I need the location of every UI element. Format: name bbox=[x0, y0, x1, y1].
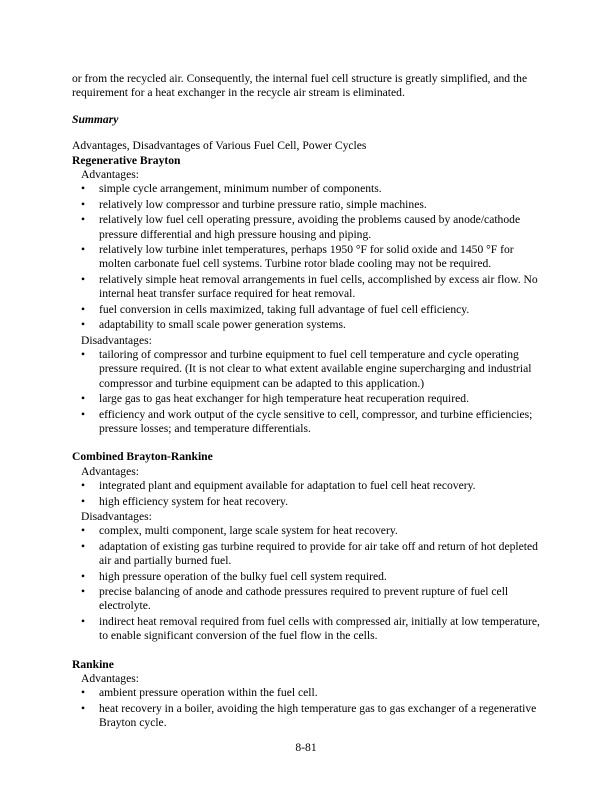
advantages-list bbox=[72, 686, 542, 730]
disadvantages-list bbox=[72, 348, 542, 436]
intro-paragraph: or from the recycled air. Consequently, the internal fuel cell structure is greatly simplified, and the requirement for a heat exchanger in the recycle air stream is eliminated. bbox=[72, 72, 528, 100]
section-combined-brayton-rankine bbox=[72, 450, 542, 643]
list-item: • tailoring of compressor and turbine equipment to fuel cell temperature and cycle operating pressure required. (It is not clear to what extent available engine supercharging and industrial compressor and turbine equipment can be adapted to this application.) bbox=[81, 347, 532, 390]
bullet-icon: • bbox=[81, 539, 86, 553]
section-title: Rankine bbox=[72, 657, 114, 671]
list-item: • adaptability to small scale power generation systems. bbox=[81, 318, 346, 332]
bullet-icon: • bbox=[81, 569, 86, 583]
disadvantages-label: Disadvantages: bbox=[81, 333, 152, 347]
list-item: • complex, multi component, large scale system for heat recovery. bbox=[81, 524, 398, 538]
list-item: • heat recovery in a boiler, avoiding the high temperature gas to gas exchanger of a regenerative Brayton cycle. bbox=[81, 701, 537, 730]
section-title: Combined Brayton-Rankine bbox=[72, 450, 213, 464]
list-item: • relatively low compressor and turbine pressure ratio, simple machines. bbox=[81, 197, 427, 211]
list-item: • adaptation of existing gas turbine required to provide for air take off and return of hot depleted air and partially burned fuel. bbox=[81, 539, 538, 568]
list-item: • relatively low turbine inlet temperatures, perhaps 1950 °F for solid oxide and 1450 °F for molten carbonate fuel cell systems. Turbine rotor blade cooling may not be required. bbox=[81, 243, 514, 271]
list-item: • large gas to gas heat exchanger for high temperature heat recuperation required. bbox=[81, 392, 469, 406]
bullet-icon: • bbox=[81, 392, 86, 406]
bullet-icon: • bbox=[81, 614, 86, 628]
disadvantages-list bbox=[72, 524, 542, 643]
bullet-icon: • bbox=[81, 701, 86, 715]
disadvantages-label: Disadvantages: bbox=[81, 509, 152, 523]
section-regenerative-brayton bbox=[72, 154, 542, 437]
list-item: • efficiency and work output of the cycle sensitive to cell, compressor, and turbine efficiencies; pressure losses; and temperature differentials. bbox=[81, 407, 533, 435]
bullet-icon: • bbox=[81, 407, 86, 421]
bullet-icon: • bbox=[81, 272, 86, 286]
list-item: • relatively low fuel cell operating pressure, avoiding the problems caused by anode/cathode pressure differential and high pressure housing and piping. bbox=[81, 213, 521, 241]
list-item: • fuel conversion in cells maximized, taking full advantage of fuel cell efficiency. bbox=[81, 302, 470, 316]
list-item: • high efficiency system for heat recovery. bbox=[81, 494, 288, 508]
list-item: • relatively simple heat removal arrangements in fuel cells, accomplished by excess air flow. No internal heat transfer surface required for heat removal. bbox=[81, 272, 538, 301]
list-item: • simple cycle arrangement, minimum number of components. bbox=[81, 182, 382, 196]
advantages-label: Advantages: bbox=[81, 464, 139, 478]
list-item: • indirect heat removal required from fuel cells with compressed air, initially at low temperature, to enable significant conversion of the fuel flow in the cells. bbox=[81, 614, 540, 643]
bullet-icon: • bbox=[81, 182, 86, 196]
page-number: 8-81 bbox=[295, 741, 317, 754]
section-rankine bbox=[72, 658, 542, 731]
list-item: • integrated plant and equipment available for adaptation to fuel cell heat recovery. bbox=[81, 479, 476, 493]
bullet-icon: • bbox=[81, 524, 86, 538]
list-item: • precise balancing of anode and cathode pressures required to prevent rupture of fuel cell electrolyte. bbox=[81, 585, 509, 613]
bullet-icon: • bbox=[81, 494, 86, 508]
bullet-icon: • bbox=[81, 197, 86, 211]
bullet-icon: • bbox=[81, 347, 86, 361]
document-page bbox=[72, 72, 542, 745]
advantages-label: Advantages: bbox=[81, 168, 139, 182]
bullet-icon: • bbox=[81, 302, 86, 316]
summary-subtitle: Advantages, Disadvantages of Various Fuel Cell, Power Cycles bbox=[72, 139, 367, 153]
advantages-list bbox=[72, 182, 542, 332]
bullet-icon: • bbox=[81, 318, 86, 332]
bullet-icon: • bbox=[81, 243, 86, 257]
list-item: • high pressure operation of the bulky fuel cell system required. bbox=[81, 569, 387, 583]
summary-heading: Summary bbox=[72, 112, 119, 126]
bullet-icon: • bbox=[81, 213, 86, 227]
bullet-icon: • bbox=[81, 686, 86, 700]
section-title: Regenerative Brayton bbox=[72, 153, 181, 167]
list-item: • ambient pressure operation within the fuel cell. bbox=[81, 686, 318, 700]
advantages-list bbox=[72, 479, 542, 509]
bullet-icon: • bbox=[81, 585, 86, 598]
advantages-label: Advantages: bbox=[81, 672, 139, 686]
bullet-icon: • bbox=[81, 479, 86, 493]
